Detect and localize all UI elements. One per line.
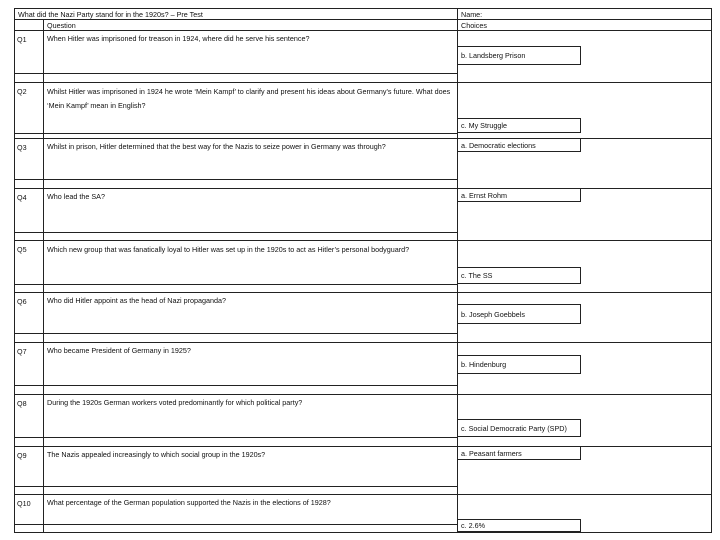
answer-choice: c. My Struggle: [461, 121, 507, 130]
question-number: Q4: [17, 193, 27, 202]
choices-column-header: Choices: [461, 21, 487, 30]
question-text: Who became President of Germany in 1925?: [47, 346, 191, 355]
question-text: Who lead the SA?: [47, 192, 105, 201]
answer-choice: b. Hindenburg: [461, 360, 507, 369]
answer-choice: a. Peasant farmers: [461, 448, 522, 458]
answer-choice: c. The SS: [461, 271, 493, 280]
question-number: Q3: [17, 143, 27, 152]
question-text: The Nazis appealed increasingly to which social group in the 1920s?: [47, 450, 266, 459]
question-text: When Hitler was imprisoned for treason in 1924, where did he serve his sentence?: [47, 34, 310, 43]
question-number: Q6: [17, 297, 27, 306]
question-text: Whilst in prison, Hitler determined that the best way for the Nazis to seize power in Germany was through?: [47, 142, 386, 151]
question-text: What percentage of the German population supported the Nazis in the elections of 1928?: [47, 498, 331, 507]
page-title: What did the Nazi Party stand for in the 1920s? – Pre Test: [18, 10, 203, 19]
answer-choice: c. Social Democratic Party (SPD): [461, 423, 567, 433]
question-text: Who did Hitler appoint as the head of Nazi propaganda?: [47, 296, 227, 305]
question-text: Whilst Hitler was imprisoned in 1924 he wrote ‘Mein Kampf’ to clarify and present his ideas about Germany’s future. What does ‘Mein Kampf’ mean in English?: [47, 87, 451, 110]
question-number: Q1: [17, 35, 27, 44]
answer-choice: b. Joseph Goebbels: [461, 309, 525, 319]
answer-choice: a. Ernst Rohm: [461, 190, 507, 200]
question-number: Q7: [17, 347, 27, 356]
question-subcell: [43, 524, 458, 533]
answer-choice: c. 2.6%: [461, 521, 485, 530]
question-column-header: Question: [47, 21, 76, 30]
question-number: Q2: [17, 87, 27, 96]
name-label: Name:: [461, 10, 483, 19]
quiz-table: [14, 8, 712, 532]
question-number: Q10: [17, 499, 31, 508]
answer-choice: b. Landsberg Prison: [461, 51, 526, 60]
question-number: Q9: [17, 451, 27, 460]
question-number: Q5: [17, 245, 27, 254]
answer-choice: a. Democratic elections: [461, 140, 536, 150]
question-text: Which new group that was fanatically loyal to Hitler was set up in the 1920s to act as Hitler’s personal bodyguard?: [47, 245, 410, 254]
question-number: Q8: [17, 399, 27, 408]
number-subcell: [14, 524, 44, 533]
question-text: During the 1920s German workers voted predominantly for which political party?: [47, 398, 303, 407]
